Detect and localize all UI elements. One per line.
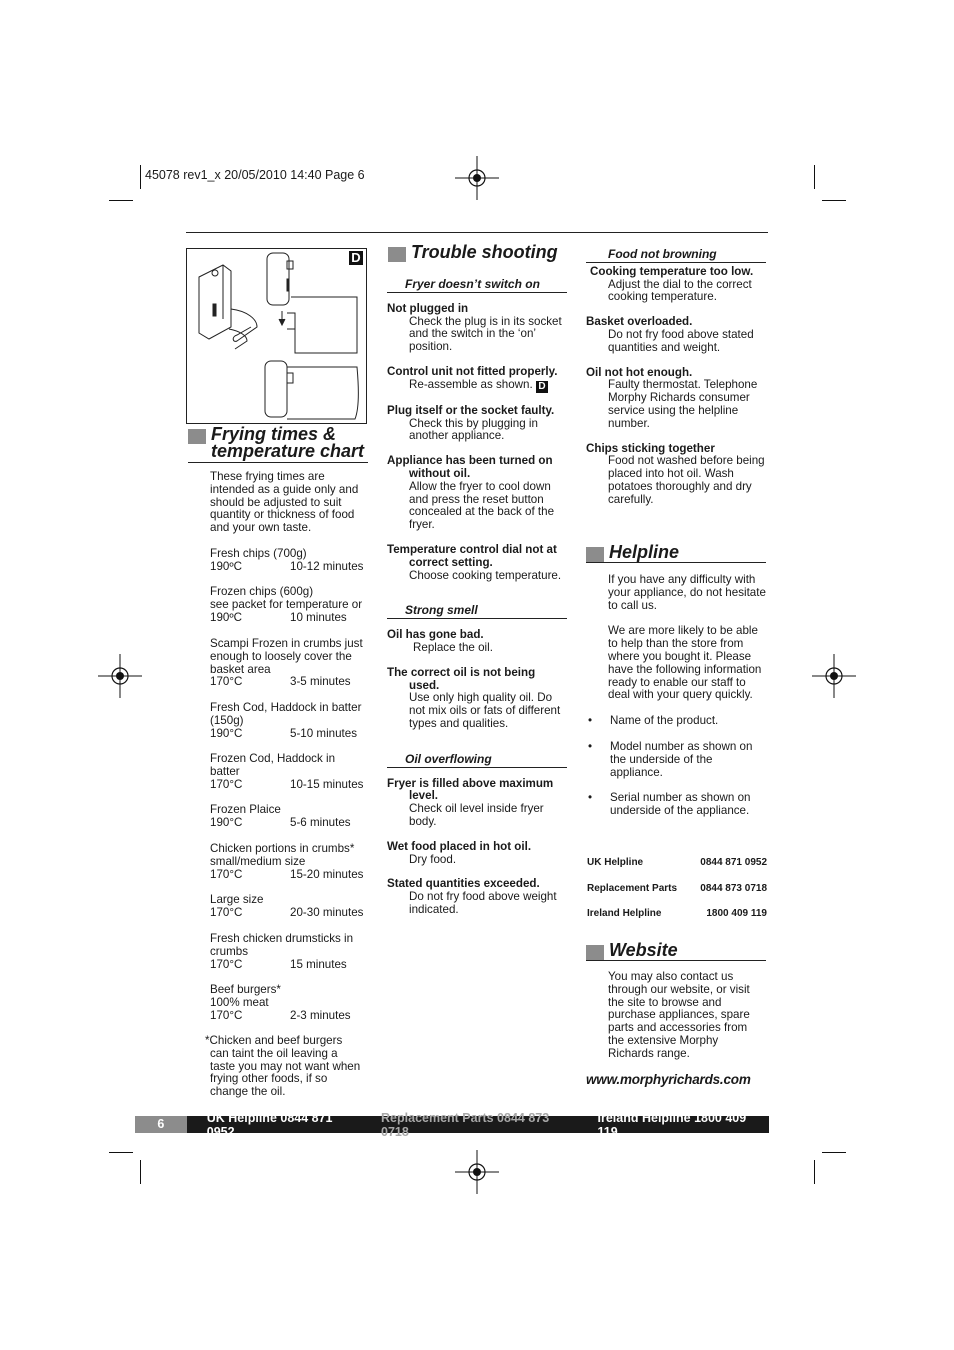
solution: Allow the fryer to cool down and press the reset button concealed at the back of the fryer.	[409, 479, 555, 532]
cook-time: 2-3 minutes	[290, 1008, 351, 1022]
solution: Do not fry food above stated quantities and weight.	[608, 327, 754, 354]
food-note: enough to loosely cover the	[210, 649, 352, 663]
frying-section-header	[188, 426, 368, 463]
food-name: Beef burgers*	[210, 983, 281, 996]
fryer-assembly-illustration	[187, 249, 366, 423]
crop-mark	[140, 1160, 141, 1184]
frying-entry	[210, 638, 370, 689]
cook-time: 15 minutes	[290, 957, 347, 971]
text-line: frying other foods, if so	[210, 1072, 328, 1086]
cook-time: 15-20 minutes	[290, 867, 364, 881]
food-name: Fresh Cod, Haddock in batter	[210, 701, 362, 714]
trouble-section-header	[388, 244, 567, 262]
helpline-number: 0844 871 0952	[700, 857, 767, 868]
crop-mark	[109, 200, 133, 201]
helpline-label: Replacement Parts	[587, 882, 678, 894]
subheading: Strong smell	[387, 604, 567, 619]
problem: Temperature control dial not at correct setting.	[387, 542, 557, 569]
food-note: batter	[210, 764, 240, 778]
text-line: can taint the oil leaving a	[210, 1046, 338, 1060]
fryer-diagram	[186, 248, 367, 424]
text-line: These frying times are	[210, 470, 325, 483]
footer-bar	[135, 1110, 769, 1139]
temperature: 170°C	[210, 957, 243, 971]
figure-ref: D	[536, 381, 548, 393]
heading-square-icon	[388, 247, 406, 262]
print-slug: 45078 rev1_x 20/05/2010 14:40 Page 6	[145, 168, 365, 182]
frying-footnote	[205, 1035, 365, 1099]
heading-square-icon	[188, 429, 206, 444]
footer-replacement-parts: Replacement Parts 0844 873 0718	[381, 1110, 550, 1139]
bullet-text: Serial number as shown on underside of the appliance.	[610, 791, 751, 818]
solution: Re-assemble as shown.	[409, 377, 533, 391]
helpline-number: 0844 873 0718	[700, 882, 767, 894]
crop-mark	[140, 165, 141, 189]
solution: Dry food.	[409, 852, 457, 866]
helpline-number: 1800 409 119	[706, 908, 767, 919]
frying-intro	[210, 471, 370, 535]
problem: Control unit not fitted properly.	[387, 364, 558, 378]
helpline-para: We are more likely to be able to help than the store from where you bought it. Please have the following information ready to enable our staff to deal with your query quickly.	[608, 624, 762, 702]
cook-time: 10-15 minutes	[290, 777, 364, 791]
heading-square-icon	[586, 547, 604, 562]
text-line: change the oil.	[210, 1085, 286, 1099]
website-section-header	[586, 942, 766, 961]
temperature: 170°C	[210, 675, 243, 689]
solution: Replace the oil.	[413, 640, 493, 654]
problem: Not plugged in	[387, 301, 469, 315]
table-row	[587, 908, 767, 934]
list-item: • Model number as shown on the underside of the appliance.	[586, 741, 766, 779]
problem: Fryer is filled above maximum level.	[387, 776, 554, 803]
temperature: 190°C	[210, 815, 243, 829]
crop-mark	[814, 165, 815, 189]
table-row	[587, 883, 767, 909]
website-url[interactable]: www.morphyrichards.com	[586, 1072, 751, 1087]
heading-square-icon	[586, 945, 604, 960]
food-note: 100% meat	[210, 995, 269, 1009]
bullet-text: Model number as shown on the underside of the appliance.	[610, 739, 753, 779]
crop-mark	[814, 1160, 815, 1184]
website-body	[586, 971, 766, 1061]
solution: Faulty thermostat. Telephone Morphy Richards consumer service using the helpline number.	[608, 378, 758, 430]
frying-entry	[210, 804, 370, 830]
temperature: 170°C	[210, 777, 243, 791]
trouble-column	[387, 278, 567, 929]
temperature: 170°C	[210, 867, 243, 881]
registration-mark-icon	[455, 1150, 499, 1194]
temperature: 190°C	[210, 726, 243, 740]
crop-mark	[822, 200, 846, 201]
problem: Wet food placed in hot oil.	[387, 839, 532, 853]
problem: The correct oil is not being used.	[387, 665, 536, 692]
solution: Food not washed before being placed into hot oil. Wash potatoes thoroughly and dry carefully.	[608, 454, 765, 506]
crop-mark	[822, 1152, 846, 1153]
table-row	[587, 857, 767, 883]
food-name: Chicken portions in crumbs*	[210, 842, 355, 855]
helpline-para: If you have any difficulty with your appliance, do not hesitate to call us.	[608, 573, 766, 612]
problem: Plug itself or the socket faulty.	[387, 403, 555, 417]
problem: Cooking temperature too low.	[590, 264, 754, 278]
cook-time: 20-30 minutes	[290, 905, 364, 919]
solution: Check oil level inside fryer body.	[409, 802, 544, 828]
solution: Do not fry food above weight indicated.	[409, 890, 557, 916]
problem: Appliance has been turned on without oil.	[387, 454, 553, 480]
top-rule	[186, 232, 768, 233]
registration-mark-icon	[455, 156, 499, 200]
solution: Check this by plugging in another appliance.	[409, 416, 538, 443]
text-line: intended as a guide only and	[210, 482, 359, 496]
frying-entry	[210, 548, 370, 574]
list-item: • Serial number as shown on underside of the appliance.	[586, 792, 766, 818]
helpline-section-header	[586, 544, 766, 563]
cook-time: 10-12 minutes	[290, 559, 364, 573]
frying-title: Frying times &	[211, 424, 337, 444]
text-line: should be adjusted to suit	[210, 495, 342, 509]
cook-time: 5-10 minutes	[290, 726, 358, 740]
cook-time: 3-5 minutes	[290, 675, 351, 689]
frying-title: temperature chart	[211, 441, 365, 461]
helpline-body	[586, 574, 766, 818]
solution: Check the plug is in its socket and the switch in the ‘on’ position.	[409, 314, 562, 354]
problem: Chips sticking together	[586, 441, 715, 455]
solution: Choose cooking temperature.	[409, 568, 562, 582]
subheading: Fryer doesn’t switch on	[387, 278, 567, 293]
frying-entry	[210, 894, 370, 920]
temperature: 190ºC	[210, 559, 242, 573]
cook-time: 10 minutes	[290, 610, 347, 624]
problem: Basket overloaded.	[586, 315, 693, 329]
temperature: 170°C	[210, 1008, 243, 1022]
trouble-title: Trouble shooting	[411, 242, 558, 262]
food-name: Frozen Cod, Haddock in	[210, 752, 336, 765]
temperature: 170°C	[210, 905, 243, 919]
footer-ireland-helpline: Ireland Helpline 1800 409 119	[597, 1110, 747, 1139]
text-line: and your own taste.	[210, 521, 312, 535]
food-name: Large size	[210, 893, 264, 906]
frying-entry	[210, 984, 370, 1022]
registration-mark-icon	[98, 654, 142, 698]
problem: Oil has gone bad.	[387, 628, 484, 642]
food-note: see packet for temperature or	[210, 597, 363, 611]
page-number: 6	[135, 1116, 187, 1133]
text-line: quantity or thickness of food	[210, 508, 355, 522]
frying-entry	[210, 933, 370, 971]
solution: Use only high quality oil. Do not mix oils or fats of different types and qualities.	[409, 691, 561, 730]
text-line: taste you may not want when	[210, 1059, 361, 1073]
food-name: Frozen chips (600g)	[210, 585, 314, 598]
registration-mark-icon	[812, 654, 856, 698]
website-text: You may also contact us through our website, or visit the site to browse and purchase appliances, spare parts and accessories from the extensive Morphy Richards range.	[608, 970, 750, 1060]
helpline-label: Ireland Helpline	[587, 908, 662, 919]
problem: Stated quantities exceeded.	[387, 877, 540, 891]
frying-entry	[210, 753, 370, 791]
subheading: Food not browning	[586, 248, 766, 263]
list-item: • Name of the product.	[588, 714, 719, 728]
subheading: Oil overflowing	[387, 753, 567, 768]
food-name: Scampi Frozen in crumbs just	[210, 637, 363, 650]
crop-mark	[109, 1152, 133, 1153]
problem: Oil not hot enough.	[586, 365, 693, 379]
text-line: *Chicken and beef burgers	[205, 1034, 343, 1047]
helpline-numbers	[587, 857, 767, 934]
temperature: 190ºC	[210, 610, 242, 624]
food-note: crumbs	[210, 944, 249, 958]
website-title: Website	[609, 940, 678, 960]
frying-entry	[210, 843, 370, 881]
frying-entry	[210, 586, 370, 624]
cook-time: 5-6 minutes	[290, 815, 351, 829]
food-note: small/medium size	[210, 854, 306, 868]
food-name: Fresh chicken drumsticks in	[210, 932, 354, 945]
food-note: (150g)	[210, 713, 244, 727]
food-note: basket area	[210, 662, 271, 676]
figure-label: D	[349, 251, 363, 265]
footer-uk-helpline: UK Helpline 0844 871 0952	[206, 1110, 333, 1139]
frying-entry	[210, 702, 370, 740]
helpline-title: Helpline	[609, 542, 680, 562]
bullet-text: Name of the product.	[610, 714, 719, 728]
helpline-label: UK Helpline	[587, 857, 644, 868]
browning-section	[586, 248, 766, 519]
solution: Adjust the dial to the correct cooking temperature.	[608, 277, 752, 304]
food-name: Frozen Plaice	[210, 803, 281, 816]
food-name: Fresh chips (700g)	[210, 547, 307, 560]
solution-with-ref	[387, 379, 567, 393]
